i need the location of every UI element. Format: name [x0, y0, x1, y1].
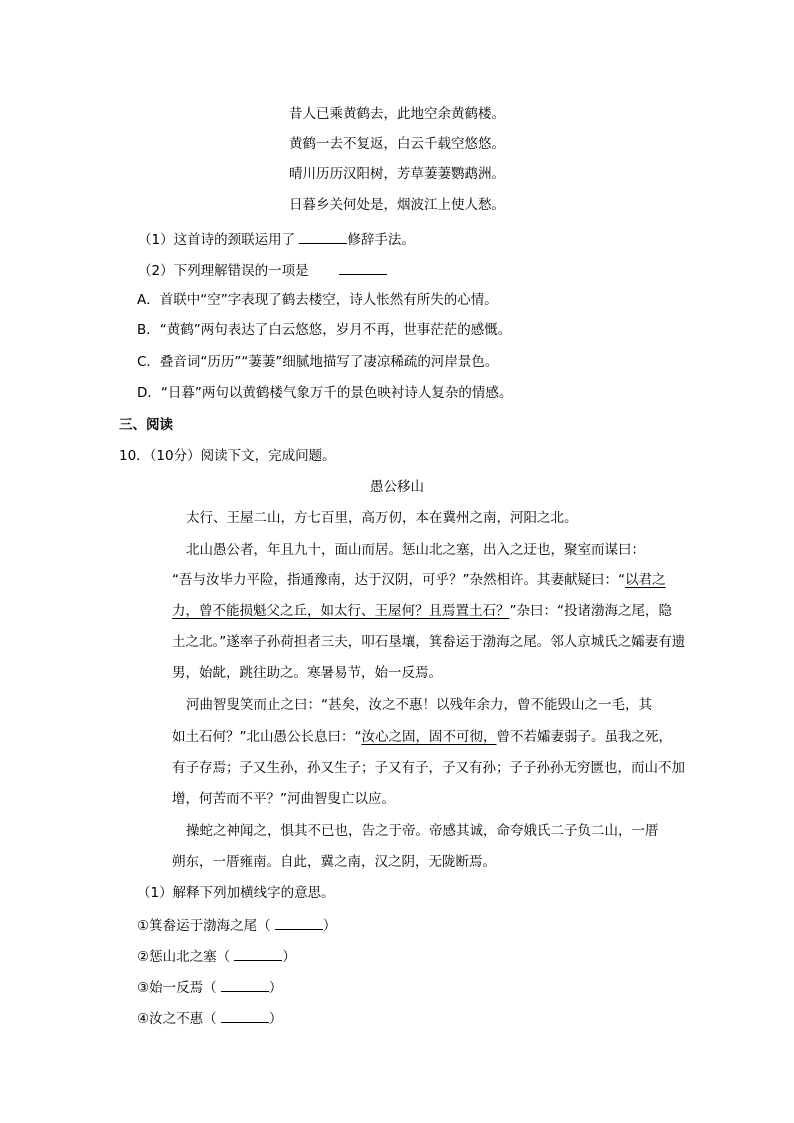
underlined-text: 力，曾不能损魁父之丘，如太行、王屋何？且焉置土石？ — [172, 603, 510, 619]
section-heading: 三、阅读 — [119, 417, 173, 433]
question-2-text: （2）下列理解错误的一项是 — [138, 263, 309, 279]
text-segment: 曾不若孀妻弱子。虽我之死， — [496, 729, 672, 745]
item-4 — [137, 1007, 282, 1029]
option-b: B．“黄鹤”两句表达了白云悠悠，岁月不再，世事茫茫的感慨。 — [137, 322, 512, 338]
paragraph-2-line-1: 北山愚公者，年且九十，面山而居。惩山北之塞，出入之迂也，聚室而谋曰： — [186, 542, 645, 558]
paragraph-2-line-3 — [172, 601, 672, 621]
underlined-text: 汝心之固，固不可彻， — [361, 729, 497, 745]
item-text: ①箕畚运于渤海之尾（ — [137, 918, 275, 934]
option-c: C．叠音词“历历”“萋萋”细腻地描写了凄凉稀疏的河岸景色。 — [137, 354, 499, 370]
option-a: A．首联中“空”字表现了鹤去楼空，诗人怅然有所失的心情。 — [137, 292, 498, 308]
underlined-text: 以君之 — [624, 572, 666, 588]
paragraph-3-line-2 — [172, 727, 672, 747]
answer-blank[interactable] — [299, 228, 347, 244]
text-segment: 如土石何？”北山愚公长息曰：“ — [172, 729, 362, 745]
question-1-text-after: 修辞手法。 — [347, 232, 415, 248]
paragraph-4-line-2: 朔东，一厝雍南。自此，冀之南，汉之阴，无陇断焉。 — [172, 854, 496, 870]
answer-blank[interactable] — [221, 1007, 269, 1023]
item-2 — [137, 945, 296, 967]
question-2 — [138, 259, 387, 281]
answer-blank[interactable] — [275, 914, 323, 930]
poem-line-2: 黄鹤一去不复返，白云千载空悠悠。 — [289, 136, 505, 152]
paragraph-3-line-1: 河曲智叟笑而止之曰：“甚矣，汝之不惠！以残年余力，曾不能毁山之一毛，其 — [186, 697, 652, 713]
paragraph-2-line-2 — [172, 570, 665, 590]
paragraph-4-line-1: 操蛇之神闻之，惧其不已也，告之于帝。帝感其诚，命夸娥氏二子负二山，一厝 — [186, 823, 659, 839]
option-d: D．“日暮”两句以黄鹤楼气象万千的景色映衬诗人复杂的情感。 — [137, 385, 513, 401]
sub-question-1: （1）解释下列加横线字的意思。 — [137, 885, 335, 901]
paragraph-3-line-3: 有子存焉；子又生孙，孙又生子；子又有子，子又有孙；子子孙孙无穷匮也，而山不加 — [172, 760, 685, 776]
item-close: ） — [268, 1011, 283, 1027]
item-close: ） — [268, 980, 283, 996]
question-1-text-before: （1）这首诗的颈联运用了 — [138, 232, 300, 248]
answer-blank[interactable] — [339, 259, 387, 275]
item-3 — [137, 976, 282, 998]
item-1 — [137, 914, 336, 936]
answer-blank[interactable] — [221, 976, 269, 992]
question-1 — [138, 228, 415, 250]
poem-line-1: 昔人已乘黄鹤去，此地空余黄鹤楼。 — [289, 106, 505, 122]
item-close: ） — [322, 918, 337, 934]
poem-line-3: 晴川历历汉阳树，芳草萋萋鹦鹉洲。 — [289, 166, 505, 182]
paragraph-2-line-4: 土之北。”遂率子孙荷担者三夫，叩石垦壤，箕畚运于渤海之尾。邻人京城氏之孀妻有遗 — [172, 634, 686, 650]
item-close: ） — [282, 949, 296, 965]
poem-line-4: 日暮乡关何处是，烟波江上使人愁。 — [289, 197, 505, 213]
paragraph-3-line-4: 增，何苦而不平？”河曲智叟亡以应。 — [172, 791, 395, 807]
text-segment: ”杂曰：“投诸渤海之尾，隐 — [509, 603, 672, 619]
item-text: ②惩山北之塞（ — [137, 949, 235, 965]
answer-blank[interactable] — [234, 945, 282, 961]
passage-title: 愚公移山 — [370, 479, 424, 495]
paragraph-1: 太行、王屋二山，方七百里，高万仞，本在冀州之南，河阳之北。 — [186, 510, 578, 526]
paragraph-2-line-5: 男，始龀，跳往助之。寒暑易节，始一反焉。 — [172, 665, 442, 681]
text-segment: “吾与汝毕力平险，指通豫南，达于汉阴，可乎？”杂然相许。其妻献疑曰：“ — [172, 572, 625, 588]
question-10: 10．（10分）阅读下文，完成问题。 — [119, 448, 336, 464]
item-text: ③始一反焉（ — [137, 980, 221, 996]
item-text: ④汝之不惠（ — [137, 1011, 221, 1027]
